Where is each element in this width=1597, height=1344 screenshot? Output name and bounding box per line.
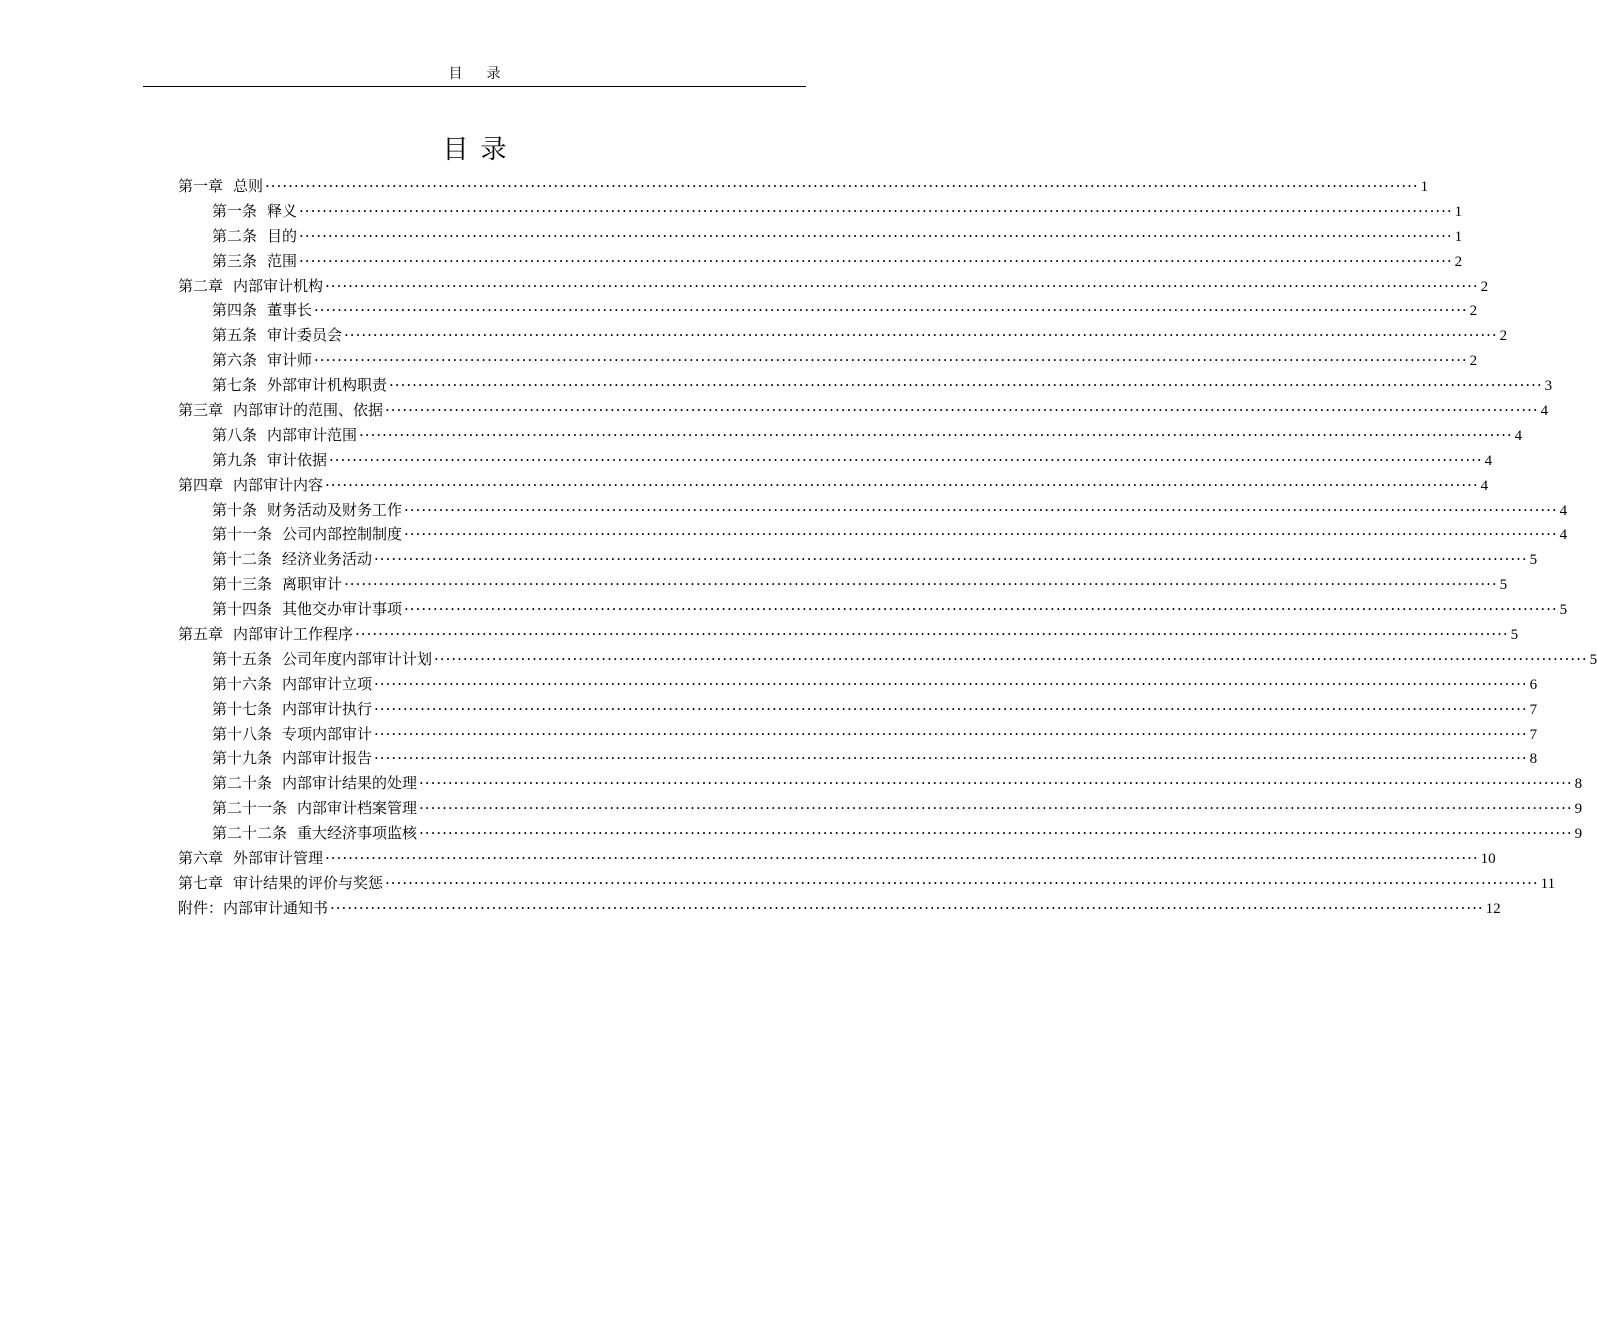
- toc-entry-title: 内部审计工作程序: [233, 625, 354, 644]
- toc-dot-leader: ········································································································································································································: [385, 873, 1539, 892]
- toc-entry-number: 第十七条: [212, 699, 273, 718]
- toc-dot-leader: ········································································································································································································: [325, 475, 1479, 494]
- toc-entry-number: 第三章: [178, 401, 224, 420]
- toc-page-number: 2: [1499, 328, 1508, 345]
- toc-entry-text: [212, 249, 297, 274]
- toc-page-number: 10: [1480, 851, 1496, 868]
- toc-article-entry[interactable]: [178, 224, 1463, 249]
- toc-entry-title: 外部审计机构职责: [267, 376, 388, 395]
- toc-dot-leader: ········································································································································································································: [344, 575, 1498, 594]
- toc-article-entry[interactable]: [178, 796, 1583, 821]
- toc-article-entry[interactable]: [178, 373, 1553, 398]
- toc-page-number: 5: [1510, 627, 1519, 644]
- toc-page-number: 5: [1559, 602, 1568, 619]
- toc-chapter-entry[interactable]: [178, 871, 1556, 896]
- toc-entry-title: 审计委员会: [267, 326, 343, 345]
- toc-page-number: 3: [1544, 378, 1553, 395]
- toc-dot-leader: ········································································································································································································: [299, 201, 1453, 220]
- toc-entry-text: [212, 821, 417, 846]
- toc-dot-leader: ········································································································································································································: [385, 401, 1539, 420]
- toc-dot-leader: ········································································································································································································: [374, 699, 1528, 718]
- toc-article-entry[interactable]: [178, 722, 1538, 747]
- toc-dot-leader: ········································································································································································································: [299, 251, 1453, 270]
- toc-page-number: 5: [1529, 552, 1538, 569]
- toc-article-entry[interactable]: [178, 423, 1523, 448]
- toc-entry-number: 第九条: [212, 450, 258, 469]
- toc-entry-title: 经济业务活动: [282, 550, 373, 569]
- running-header-title: 目录: [448, 66, 525, 82]
- toc-article-entry[interactable]: [178, 647, 1597, 672]
- toc-entry-title: 内部审计档案管理: [297, 799, 418, 818]
- table-of-contents: [178, 174, 1597, 921]
- toc-entry-number: 第三条: [212, 251, 258, 270]
- running-header: [143, 62, 806, 87]
- toc-entry-title: 内部审计机构: [233, 276, 324, 295]
- toc-dot-leader: ········································································································································································································: [329, 450, 1483, 469]
- toc-entry-text: [212, 647, 432, 672]
- toc-article-entry[interactable]: [178, 771, 1583, 796]
- toc-entry-title: 外部审计管理: [233, 849, 324, 868]
- toc-article-entry[interactable]: [178, 348, 1478, 373]
- toc-dot-leader: ········································································································································································································: [404, 500, 1558, 519]
- toc-entry-text: [212, 672, 372, 697]
- toc-entry-number: 第一条: [212, 201, 258, 220]
- toc-chapter-entry[interactable]: [178, 473, 1489, 498]
- toc-article-entry[interactable]: [178, 448, 1493, 473]
- toc-dot-leader: ········································································································································································································: [404, 525, 1558, 544]
- toc-article-entry[interactable]: [178, 547, 1538, 572]
- toc-dot-leader: ········································································································································································································: [359, 425, 1513, 444]
- toc-entry-text: [212, 373, 387, 398]
- toc-entry-title: 重大经济事项监核: [297, 824, 418, 843]
- toc-entry-text: [178, 398, 383, 423]
- toc-page-number: 5: [1589, 651, 1597, 668]
- toc-entry-title: 范围: [267, 251, 298, 270]
- toc-article-entry[interactable]: [178, 746, 1538, 771]
- toc-entry-title: 内部审计报告: [282, 749, 373, 768]
- toc-page-number: 4: [1480, 477, 1489, 494]
- toc-page-number: 5: [1499, 577, 1508, 594]
- toc-article-entry[interactable]: [178, 821, 1583, 846]
- toc-entry-text: [212, 199, 297, 224]
- toc-chapter-entry[interactable]: [178, 622, 1519, 647]
- toc-article-entry[interactable]: [178, 498, 1568, 523]
- toc-page-number: 2: [1454, 253, 1463, 270]
- toc-entry-text: [212, 323, 342, 348]
- toc-page-number: 11: [1540, 875, 1556, 892]
- toc-entry-title: 公司年度内部审计计划: [282, 649, 433, 668]
- toc-entry-text: [178, 846, 323, 871]
- toc-article-entry[interactable]: [178, 323, 1508, 348]
- toc-entry-number: 第十四条: [212, 600, 273, 619]
- toc-dot-leader: ········································································································································································································: [355, 625, 1509, 644]
- toc-entry-number: 第五条: [212, 326, 258, 345]
- toc-chapter-entry[interactable]: [178, 896, 1501, 921]
- toc-article-entry[interactable]: [178, 597, 1568, 622]
- toc-entry-text: [178, 274, 323, 299]
- page-title: 目录: [442, 135, 519, 165]
- toc-article-entry[interactable]: [178, 672, 1538, 697]
- toc-entry-text: [212, 423, 357, 448]
- toc-entry-number: 第十六条: [212, 674, 273, 693]
- toc-page-number: 8: [1529, 751, 1538, 768]
- toc-page-number: 9: [1574, 826, 1583, 843]
- toc-entry-number: 第四条: [212, 301, 258, 320]
- toc-entry-number: 第一章: [178, 177, 224, 195]
- toc-page-number: 9: [1574, 801, 1583, 818]
- toc-entry-text: [212, 572, 342, 597]
- toc-chapter-entry[interactable]: [178, 398, 1549, 423]
- toc-article-entry[interactable]: [178, 697, 1538, 722]
- toc-dot-leader: ········································································································································································································: [374, 749, 1528, 768]
- toc-entry-number: 第七章: [178, 873, 224, 892]
- toc-entry-text: [178, 174, 263, 199]
- toc-page-number: 8: [1574, 776, 1583, 793]
- toc-article-entry[interactable]: [178, 199, 1463, 224]
- toc-dot-leader: ········································································································································································································: [325, 849, 1479, 868]
- toc-article-entry[interactable]: [178, 572, 1508, 597]
- toc-dot-leader: ········································································································································································································: [374, 550, 1528, 569]
- toc-entry-title: 内部审计范围: [267, 425, 358, 444]
- toc-dot-leader: ········································································································································································································: [325, 276, 1479, 295]
- toc-page-number: 4: [1559, 527, 1568, 544]
- toc-entry-text: [212, 348, 312, 373]
- toc-entry-text: [212, 597, 402, 622]
- toc-entry-title: 财务活动及财务工作: [267, 500, 403, 519]
- toc-entry-text: [178, 896, 328, 921]
- toc-entry-number: 第四章: [178, 475, 224, 494]
- toc-page-number: 7: [1529, 701, 1538, 718]
- toc-page-number: 1: [1454, 203, 1463, 220]
- toc-page-number: 2: [1469, 303, 1478, 320]
- toc-entry-title: 离职审计: [282, 575, 343, 594]
- toc-entry-text: [212, 746, 372, 771]
- toc-entry-number: 第二十条: [212, 774, 273, 793]
- toc-entry-title: 公司内部控制制度: [282, 525, 403, 544]
- toc-entry-number: 第十九条: [212, 749, 273, 768]
- toc-entry-title: 内部审计执行: [282, 699, 373, 718]
- toc-entry-number: 第七条: [212, 376, 258, 395]
- toc-dot-leader: ········································································································································································································: [314, 351, 1468, 370]
- toc-entry-text: [178, 622, 353, 647]
- toc-entry-number: 第六条: [212, 351, 258, 370]
- toc-entry-text: [178, 473, 323, 498]
- toc-entry-number: 第十三条: [212, 575, 273, 594]
- toc-entry-number: 第八条: [212, 425, 258, 444]
- toc-dot-leader: ········································································································································································································: [419, 799, 1573, 818]
- toc-page-number: 2: [1469, 353, 1478, 370]
- toc-dot-leader: ········································································································································································································: [344, 326, 1498, 345]
- toc-entry-title: 审计师: [267, 351, 313, 370]
- toc-dot-leader: ········································································································································································································: [389, 376, 1543, 395]
- toc-dot-leader: ········································································································································································································: [314, 301, 1468, 320]
- toc-dot-leader: ········································································································································································································: [374, 674, 1528, 693]
- toc-entry-title: 内部审计立项: [282, 674, 373, 693]
- toc-dot-leader: ········································································································································································································: [419, 774, 1573, 793]
- toc-entry-text: [212, 547, 372, 572]
- toc-entry-number: 第十一条: [212, 525, 273, 544]
- toc-page-number: 4: [1514, 427, 1523, 444]
- toc-entry-number: 第二十二条: [212, 824, 288, 843]
- toc-dot-leader: ········································································································································································································: [330, 898, 1484, 917]
- toc-article-entry[interactable]: [178, 298, 1478, 323]
- toc-entry-text: [212, 498, 402, 523]
- toc-entry-text: [212, 448, 327, 473]
- toc-page-number: 4: [1540, 403, 1549, 420]
- toc-page-number: 2: [1480, 278, 1489, 295]
- toc-dot-leader: ········································································································································································································: [265, 177, 1419, 195]
- toc-entry-title: 其他交办审计事项: [282, 600, 403, 619]
- toc-entry-number: 第五章: [178, 625, 224, 644]
- toc-chapter-entry[interactable]: [178, 846, 1496, 871]
- toc-dot-leader: ········································································································································································································: [374, 724, 1528, 743]
- toc-dot-leader: ········································································································································································································: [434, 649, 1588, 668]
- toc-article-entry[interactable]: [178, 522, 1568, 547]
- toc-entry-text: [212, 771, 417, 796]
- toc-entry-title: 内部审计的范围、依据: [233, 401, 384, 420]
- toc-article-entry[interactable]: [178, 249, 1463, 274]
- toc-entry-title: 董事长: [267, 301, 313, 320]
- toc-chapter-entry[interactable]: [178, 274, 1489, 299]
- toc-page-number: 4: [1484, 452, 1493, 469]
- toc-entry-title: 内部审计内容: [233, 475, 324, 494]
- toc-dot-leader: ········································································································································································································: [404, 600, 1558, 619]
- toc-entry-title: 审计结果的评价与奖惩: [233, 873, 384, 892]
- toc-entry-title: 内部审计结果的处理: [282, 774, 418, 793]
- toc-entry-text: [212, 796, 417, 821]
- toc-entry-text: [212, 224, 297, 249]
- toc-entry-title: 目的: [267, 226, 298, 245]
- toc-entry-text: [212, 522, 402, 547]
- toc-page-number: 1: [1454, 228, 1463, 245]
- toc-dot-leader: ········································································································································································································: [299, 226, 1453, 245]
- toc-entry-title: 附件：内部审计通知书: [178, 898, 329, 917]
- toc-entry-title: 释义: [267, 201, 298, 220]
- toc-entry-text: [212, 298, 312, 323]
- toc-page-number: 4: [1559, 502, 1568, 519]
- toc-entry-number: 第十条: [212, 500, 258, 519]
- toc-entry-number: 第二条: [212, 226, 258, 245]
- toc-page-number: 12: [1485, 900, 1501, 917]
- toc-page-number: 7: [1529, 726, 1538, 743]
- toc-entry-text: [212, 697, 372, 722]
- toc-entry-number: 第十二条: [212, 550, 273, 569]
- toc-page-number: 6: [1529, 676, 1538, 693]
- toc-chapter-entry[interactable]: [178, 174, 1429, 199]
- toc-entry-text: [178, 871, 383, 896]
- toc-entry-number: 第二章: [178, 276, 224, 295]
- toc-entry-number: 第六章: [178, 849, 224, 868]
- toc-entry-title: 审计依据: [267, 450, 328, 469]
- toc-page-number: 1: [1420, 179, 1429, 195]
- toc-entry-title: 总则: [233, 177, 264, 195]
- toc-entry-text: [212, 722, 372, 747]
- toc-entry-number: 第十八条: [212, 724, 273, 743]
- toc-entry-title: 专项内部审计: [282, 724, 373, 743]
- toc-entry-number: 第二十一条: [212, 799, 288, 818]
- toc-entry-number: 第十五条: [212, 649, 273, 668]
- toc-dot-leader: ········································································································································································································: [419, 824, 1573, 843]
